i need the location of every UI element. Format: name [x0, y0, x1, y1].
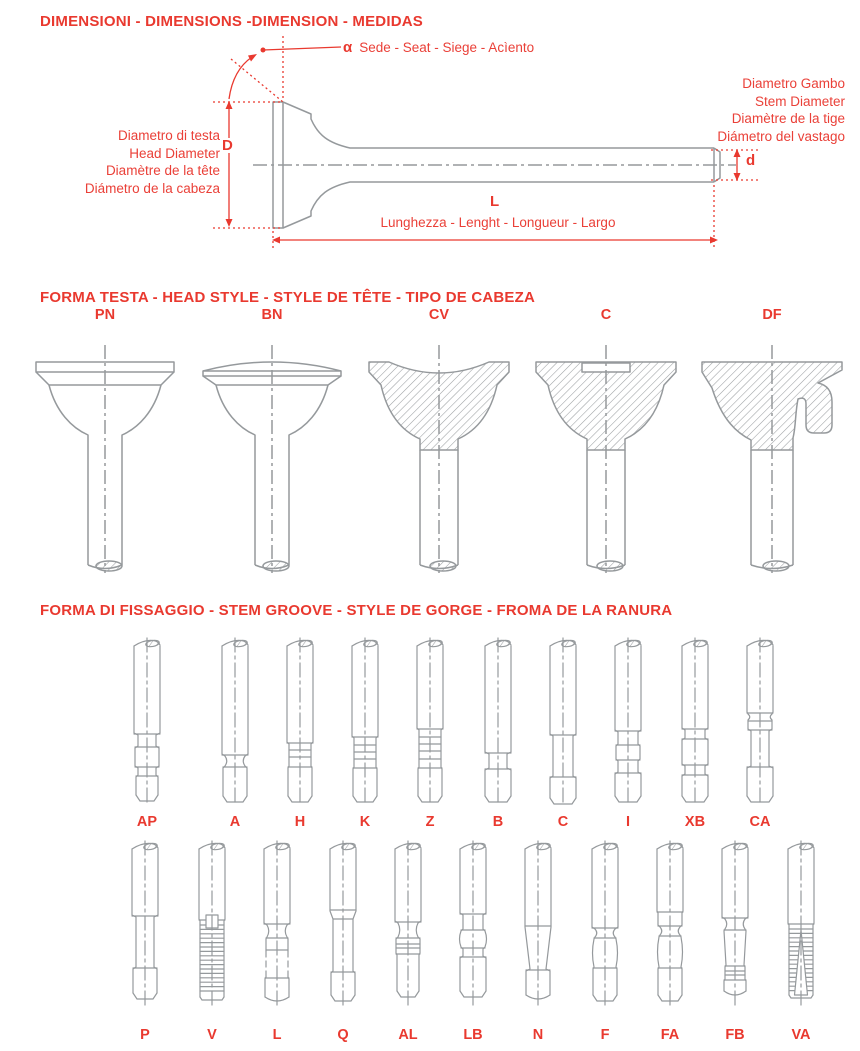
head-style-label-pn: PN: [94, 307, 116, 323]
stem-figure-drawing-p: [117, 839, 173, 1011]
stem-groove-label-l: L: [272, 1027, 282, 1043]
stem-groove-label-ca: CA: [749, 814, 771, 830]
stem-groove-label-va: VA: [791, 1027, 811, 1043]
stem-figure-drawing-va: [773, 839, 829, 1011]
stem-groove-label-n: N: [532, 1027, 544, 1043]
stem-figure-drawing-i: [600, 636, 656, 808]
stem-groove-figure-a: [207, 636, 263, 830]
stem-figure-drawing-q: [315, 839, 371, 1011]
stem-groove-figure-q: [315, 839, 371, 1043]
stem-figure-drawing-b: [470, 636, 526, 808]
stem-figure-drawing-fb: [707, 839, 763, 1011]
head-diameter-line: Diámetro de la cabeza: [84, 180, 220, 196]
stem-groove-figure-ap: [119, 636, 175, 830]
stem-groove-title: FORMA DI FISSAGGIO - STEM GROOVE - STYLE DE GORGE - FROMA DE LA RANURA: [40, 602, 673, 619]
stem-groove-label-a: A: [229, 814, 241, 830]
stem-groove-label-p: P: [140, 1027, 150, 1043]
stem-groove-figure-i: [600, 636, 656, 830]
head-style-label-df: DF: [762, 307, 782, 323]
stem-groove-figure-f: [577, 839, 633, 1043]
stem-groove-label-z: Z: [425, 814, 435, 830]
stem-groove-label-i: I: [625, 814, 631, 830]
stem-diameter-label: [605, 75, 845, 145]
head-diameter-line: Diametro di testa: [117, 128, 220, 143]
head-diameter-symbol: D: [222, 137, 233, 154]
stem-figure-drawing-ap: [119, 636, 175, 808]
head-style-label-c: C: [600, 307, 612, 323]
stem-groove-figure-k: [337, 636, 393, 830]
stem-groove-label-k: K: [359, 814, 371, 830]
head-style-title: FORMA TESTA - HEAD STYLE - STYLE DE TÊTE - TIPO DE CABEZA: [40, 289, 536, 306]
stem-groove-figure-n: [510, 839, 566, 1043]
stem-groove-label-fa: FA: [660, 1027, 680, 1043]
stem-groove-label-f: F: [600, 1027, 610, 1043]
stem-figure-drawing-v: [184, 839, 240, 1011]
stem-groove-label-xb: XB: [684, 814, 706, 830]
stem-figure-drawing-h: [272, 636, 328, 808]
dimensions-title: DIMENSIONI - DIMENSIONS -DIMENSION - MEDIDAS: [40, 13, 423, 30]
head-style-figure-cv: [369, 345, 509, 573]
stem-groove-figure-fa: [642, 839, 698, 1043]
head-style-figure-pn: [36, 345, 174, 573]
stem-groove-figure-al: [380, 839, 436, 1043]
stem-groove-label-fb: FB: [725, 1027, 745, 1043]
stem-groove-label-h: H: [294, 814, 306, 830]
stem-diameter-line: Diámetro del vastago: [717, 128, 845, 144]
stem-groove-figure-xb: [667, 636, 723, 830]
stem-groove-label-b: B: [492, 814, 504, 830]
length-symbol: L: [490, 193, 500, 210]
stem-diameter-line: Diamètre de la tige: [731, 111, 845, 126]
stem-groove-figure-z: [402, 636, 458, 830]
seat-angle-text: Sede - Seat - Siege - Acìento: [359, 40, 535, 55]
stem-groove-figure-l: [249, 839, 305, 1043]
stem-groove-figure-h: [272, 636, 328, 830]
stem-groove-figure-va: [773, 839, 829, 1043]
stem-groove-figure-lb: [445, 839, 501, 1043]
stem-diameter-line: Stem Diameter: [754, 93, 845, 109]
stem-groove-figure-v: [184, 839, 240, 1043]
stem-figure-drawing-lb: [445, 839, 501, 1011]
stem-figure-drawing-z: [402, 636, 458, 808]
head-diameter-line: Diamètre de la tête: [105, 163, 220, 178]
stem-groove-figure-fb: [707, 839, 763, 1043]
stem-diameter-line: Diametro Gambo: [742, 76, 845, 91]
length-label: Lunghezza - Lenght - Longueur - Largo: [380, 215, 616, 230]
head-style-figure-c: [536, 345, 676, 573]
head-style-diagram: [0, 328, 860, 578]
stem-figure-drawing-al: [380, 839, 436, 1011]
stem-figure-drawing-ca: [732, 636, 788, 808]
head-diameter-label: [40, 127, 220, 197]
head-style-figure-bn: [203, 345, 341, 573]
head-diameter-line: Head Diameter: [129, 145, 220, 161]
stem-diameter-symbol: d: [746, 152, 756, 169]
stem-groove-label-v: V: [207, 1027, 217, 1043]
stem-groove-figure-b: [470, 636, 526, 830]
stem-groove-figure-ca: [732, 636, 788, 830]
stem-figure-drawing-f: [577, 839, 633, 1011]
stem-figure-drawing-xb: [667, 636, 723, 808]
stem-groove-figure-c: [535, 636, 591, 830]
stem-groove-label-q: Q: [337, 1027, 349, 1043]
stem-figure-drawing-c: [535, 636, 591, 808]
seat-angle-label: [343, 39, 534, 56]
head-style-label-cv: CV: [428, 307, 450, 323]
stem-groove-label-al: AL: [398, 1027, 418, 1043]
head-style-figure-df: [702, 345, 842, 573]
stem-figure-drawing-a: [207, 636, 263, 808]
head-style-label-bn: BN: [261, 307, 283, 323]
stem-groove-label-ap: AP: [136, 814, 158, 830]
stem-groove-label-c: C: [557, 814, 569, 830]
stem-figure-drawing-l: [249, 839, 305, 1011]
stem-groove-figure-p: [117, 839, 173, 1043]
stem-figure-drawing-k: [337, 636, 393, 808]
stem-groove-label-lb: LB: [463, 1027, 483, 1043]
stem-figure-drawing-fa: [642, 839, 698, 1011]
stem-figure-drawing-n: [510, 839, 566, 1011]
alpha-symbol: α: [343, 39, 353, 56]
